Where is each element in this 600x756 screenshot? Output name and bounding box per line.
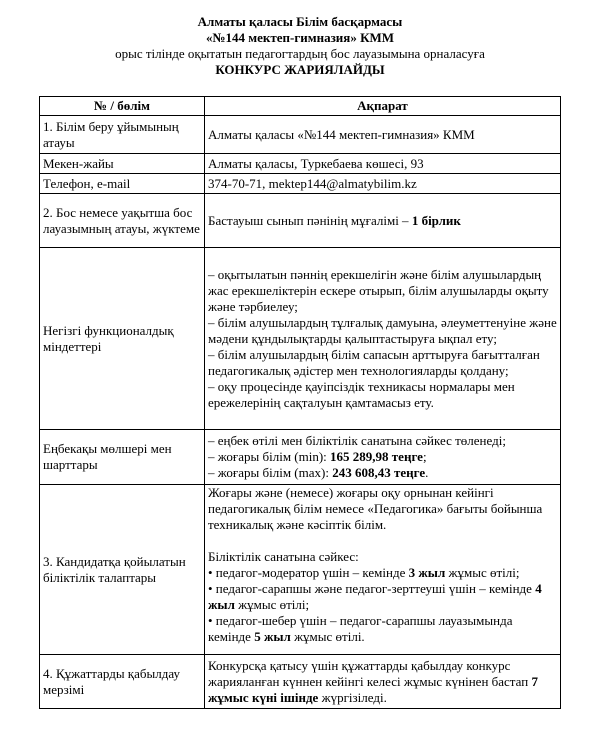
table-row: [40, 248, 561, 430]
table-row: [40, 154, 561, 174]
row-label: 3. Кандидатқа қойылатын біліктілік талаптары: [40, 485, 205, 655]
row-label: 2. Бос немесе уақытша бос лауазымның атауы, жүктеме: [40, 194, 205, 248]
contact-text: 374-70-71, mektep144@almatybilim.kz: [208, 175, 417, 191]
row-value: [205, 655, 561, 709]
row-label: Мекен-жайы: [40, 154, 205, 174]
row-value: Алматы қаласы, Туркебаева көшесі, 93: [205, 154, 561, 174]
salary-min-end: ;: [422, 449, 427, 464]
document-header: [0, 0, 600, 78]
column-header-section: № / бөлім: [40, 97, 205, 116]
category-item: [208, 581, 557, 613]
row-label: Телефон, e-mail: [40, 174, 205, 194]
table-row: [40, 430, 561, 485]
position-title: Бастауыш сынып пәнінің мұғалімі –: [208, 212, 412, 228]
education-requirement: Жоғары және (немесе) жоғары оқу орнынан кейінгі педагогикалық білім немесе «Педагогика» бағыты бойынша техникалық және кәсіптік білім.: [208, 485, 543, 532]
category-text: • педагог-сарапшы және педагог-зерттеуші үшін – кемінде: [208, 581, 536, 596]
duty-item: – білім алушылардың білім сапасын арттыруға бағытталған педагогикалық әдістер мен технологияларды қолдану;: [208, 346, 540, 378]
table-row: [40, 116, 561, 154]
header-organization: Алматы қаласы Білім басқармасы: [197, 14, 403, 29]
salary-min: [208, 449, 557, 465]
row-label: 1. Білім беру ұйымының атауы: [40, 116, 205, 154]
row-label: Негізгі функционалдық міндеттері: [40, 248, 205, 430]
header-school: «№144 мектеп-гимназия» КММ: [205, 30, 395, 45]
duty-item: – оқу процесінде қауіпсіздік техникасы нормалары мен ережелерінің сақталуын қамтамасыз ету.: [208, 378, 515, 410]
category-years: 3 жыл: [408, 565, 446, 580]
deadline-text-end: жүргізіледі.: [318, 689, 387, 705]
category-text: • педагог-шебер үшін – педагог-сарапшы лауазымында кемінде: [208, 613, 513, 644]
category-text-end: жұмыс өтілі.: [290, 629, 365, 644]
vacancy-table: [39, 96, 561, 709]
category-item: [208, 565, 557, 581]
header-subtitle: орыс тілінде оқытатын педагогтардың бос лауазымына орналасуға: [115, 46, 485, 61]
salary-min-label: – жоғары білім (min):: [208, 449, 331, 464]
row-value: [205, 430, 561, 485]
salary-condition: – еңбек өтілі мен біліктілік санатына сәйкес төленеді;: [208, 433, 506, 448]
salary-min-value: 165 289,98 теңге: [330, 449, 423, 464]
category-item: [208, 613, 557, 645]
category-years: 5 жыл: [254, 629, 291, 644]
duty-item: – оқытылатын пәннің ерекшелігін және білім алушылардың жас ерекшеліктерін ескере отырып, білім алушыларды оқыту және тәрбиелеу;: [208, 266, 549, 314]
table-header-row: [40, 97, 561, 116]
column-header-info: Ақпарат: [205, 97, 561, 116]
row-value: Алматы қаласы «№144 мектеп-гимназия» КММ: [205, 116, 561, 154]
salary-max: [208, 465, 557, 481]
category-years: 4 жыл: [208, 581, 542, 612]
row-value: [205, 248, 561, 430]
table-row: [40, 194, 561, 248]
row-value: [205, 174, 561, 194]
table-row: [40, 174, 561, 194]
category-text-end: жұмыс өтілі;: [445, 565, 520, 580]
salary-max-label: – жоғары білім (max):: [208, 465, 333, 480]
row-label: 4. Құжаттарды қабылдау мерзімі: [40, 655, 205, 709]
table-row: [40, 655, 561, 709]
deadline-text: Конкурсқа қатысу үшін құжаттарды қабылдау конкурс жарияланған күннен кейінгі келесі жұмыс күнінен бастап: [208, 657, 532, 689]
header-announcement: КОНКУРС ЖАРИЯЛАЙДЫ: [215, 62, 385, 77]
paragraph-spacer: [208, 533, 557, 549]
duty-item: – білім алушылардың тұлғалық дамуына, әлеуметтенуіне және мәдени құндылықтарды қалыптастыруға ықпал ету;: [208, 314, 557, 346]
row-value: [205, 194, 561, 248]
table-row: [40, 485, 561, 655]
position-load: 1 бірлик: [411, 212, 461, 228]
row-label: Еңбекақы мөлшері мен шарттары: [40, 430, 205, 485]
salary-max-value: 243 608,43 теңге: [332, 465, 426, 480]
salary-max-end: .: [425, 465, 429, 480]
row-value: [205, 485, 561, 655]
category-text-end: жұмыс өтілі;: [234, 597, 310, 612]
category-heading: Біліктілік санатына сәйкес:: [208, 549, 359, 564]
category-text: • педагог-модератор үшін – кемінде: [208, 565, 409, 580]
deadline-period: 7 жұмыс күні ішінде: [208, 673, 538, 705]
